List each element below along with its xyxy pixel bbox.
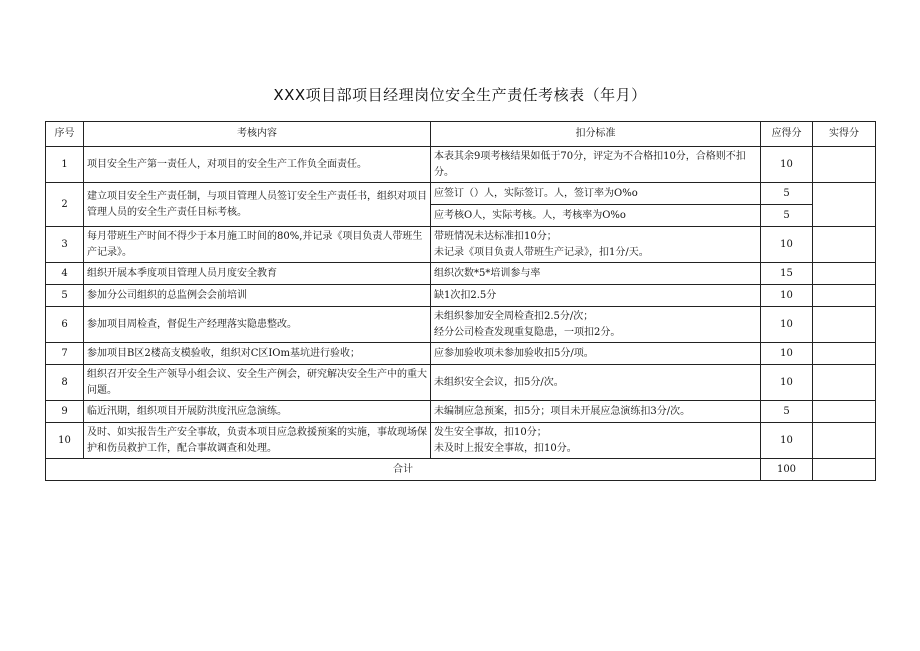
table-header-row (46, 122, 876, 147)
row-index: 1 (46, 147, 84, 183)
row-content: 每月带班生产时间不得少于本月施工时间的80%,并记录《项目负责人带班生产记录》。 (84, 227, 431, 263)
row-actual-score[interactable] (813, 401, 876, 423)
row-actual-score[interactable] (813, 423, 876, 459)
row-index: 7 (46, 343, 84, 365)
row-actual-score[interactable] (813, 343, 876, 365)
row-deduction: 组织次数*5*培训参与率 (431, 263, 761, 285)
total-label: 合计 (46, 459, 761, 481)
row-deduction: 应签订（）人，实际签订。人，签订率为O%o (431, 183, 761, 205)
header-due-score: 应得分 (761, 122, 813, 147)
row-deduction: 未编制应急预案，扣5分；项目未开展应急演练扣3分/次。 (431, 401, 761, 423)
row-due-score: 10 (761, 343, 813, 365)
row-due-score: 10 (761, 285, 813, 307)
row-due-score: 10 (761, 423, 813, 459)
row-due-score: 5 (761, 183, 813, 205)
row-deduction: 本表其余9项考核结果如低于70分，评定为不合格扣10分，合格则不扣分。 (431, 147, 761, 183)
total-value: 100 (761, 459, 813, 481)
row-content: 临近汛期，组织项目开展防洪度汛应急演练。 (84, 401, 431, 423)
row-content: 项目安全生产第一责任人，对项目的安全生产工作负全面责任。 (84, 147, 431, 183)
total-row (46, 459, 876, 481)
row-actual-score[interactable] (813, 285, 876, 307)
row-index: 6 (46, 307, 84, 343)
table-row (46, 423, 876, 459)
row-due-score: 10 (761, 227, 813, 263)
row-actual-score[interactable] (813, 307, 876, 343)
row-due-score: 10 (761, 147, 813, 183)
table-row (46, 401, 876, 423)
row-index: 9 (46, 401, 84, 423)
row-deduction: 未组织安全会议，扣5分/次。 (431, 365, 761, 401)
row-actual-score[interactable] (813, 365, 876, 401)
row-content: 组织开展本季度项目管理人员月度安全教育 (84, 263, 431, 285)
table-row (46, 227, 876, 263)
row-due-score: 5 (761, 401, 813, 423)
row-index: 8 (46, 365, 84, 401)
row-index: 2 (46, 183, 84, 227)
table-row (46, 285, 876, 307)
row-deduction: 应考核O人，实际考核。人，考核率为O%o (431, 205, 761, 227)
row-deduction: 缺1次扣2.5分 (431, 285, 761, 307)
table-row (46, 183, 876, 205)
table-row (46, 307, 876, 343)
row-content: 建立项目安全生产责任制，与项目管理人员签订安全生产责任书，组织对项目管理人员的安全生产责任目标考核。 (84, 183, 431, 227)
row-index: 10 (46, 423, 84, 459)
table-row (46, 365, 876, 401)
row-due-score: 15 (761, 263, 813, 285)
row-due-score: 5 (761, 205, 813, 227)
header-index: 序号 (46, 122, 84, 147)
assessment-table (45, 121, 876, 481)
row-deduction: 未组织参加安全周检查扣2.5分/次； 经分公司检查发现重复隐患，一项扣2分。 (431, 307, 761, 343)
row-content: 参加项目B区2楼高支模验收，组织对C区IOm基坑进行验收； (84, 343, 431, 365)
row-content: 组织召开安全生产领导小组会议、安全生产例会，研究解决安全生产中的重大问题。 (84, 365, 431, 401)
row-actual-score[interactable] (813, 147, 876, 183)
row-index: 5 (46, 285, 84, 307)
row-due-score: 10 (761, 365, 813, 401)
row-deduction: 应参加验收项未参加验收扣5分/项。 (431, 343, 761, 365)
row-actual-score[interactable] (813, 183, 876, 227)
table-row (46, 343, 876, 365)
table-row (46, 263, 876, 285)
row-due-score: 10 (761, 307, 813, 343)
header-deduction: 扣分标准 (431, 122, 761, 147)
header-actual-score: 实得分 (813, 122, 876, 147)
header-content: 考核内容 (84, 122, 431, 147)
row-content: 及时、如实报告生产安全事故，负责本项目应急救援预案的实施，事故现场保护和伤员救护工作，配合事故调查和处理。 (84, 423, 431, 459)
row-content: 参加项目周检查，督促生产经理落实隐患整改。 (84, 307, 431, 343)
row-actual-score[interactable] (813, 263, 876, 285)
table-row (46, 147, 876, 183)
page-title: XXX项目部项目经理岗位安全生产责任考核表（年月） (273, 86, 647, 104)
row-index: 3 (46, 227, 84, 263)
row-deduction: 发生安全事故，扣10分； 未及时上报安全事故，扣10分。 (431, 423, 761, 459)
row-deduction: 带班情况未达标准扣10分； 未记录《项目负责人带班生产记录》，扣1分/天。 (431, 227, 761, 263)
row-index: 4 (46, 263, 84, 285)
row-actual-score[interactable] (813, 227, 876, 263)
row-content: 参加分公司组织的总监例会会前培训 (84, 285, 431, 307)
total-actual[interactable] (813, 459, 876, 481)
